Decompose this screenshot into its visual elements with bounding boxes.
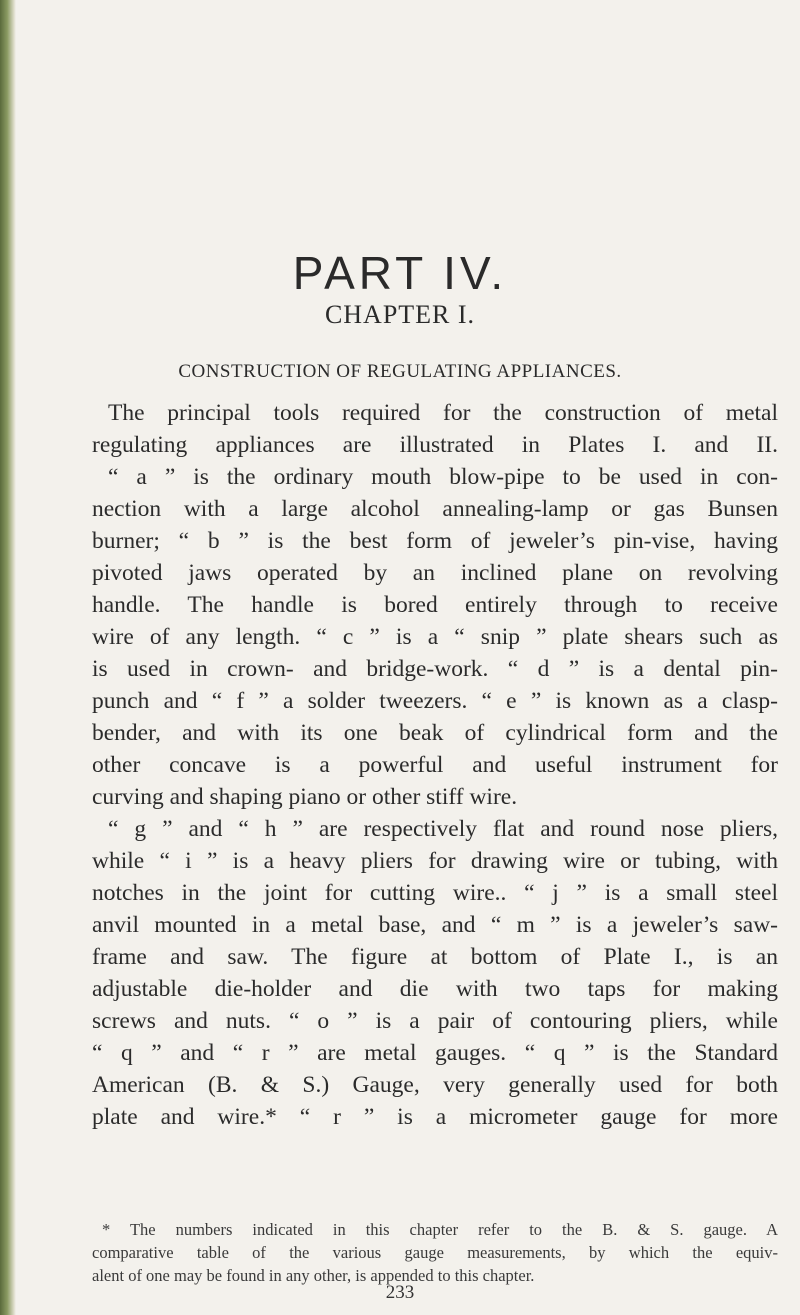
body-line: anvil mounted in a metal base, and “ m ” is a jeweler’s saw- — [92, 912, 778, 938]
body-line: curving and shaping piano or other stiff wire. — [92, 784, 518, 810]
body-line: nection with a large alcohol annealing-lamp or gas Bunsen — [92, 496, 778, 522]
chapter-title: CHAPTER I. — [324, 300, 476, 329]
body-line: screws and nuts. “ o ” is a pair of contouring pliers, while — [92, 1008, 778, 1034]
body-line: “ q ” and “ r ” are metal gauges. “ q ” is the Standard — [92, 1040, 778, 1066]
body-line: The principal tools required for the construction of metal — [108, 400, 778, 426]
body-line: punch and “ f ” a solder tweezers. “ e ” is known as a clasp- — [92, 688, 778, 714]
body-line: is used in crown- and bridge-work. “ d ” is a dental pin- — [92, 656, 778, 682]
body-line: American (B. & S.) Gauge, very generally used for both — [92, 1072, 778, 1098]
body-line: notches in the joint for cutting wire.. “ j ” is a small steel — [92, 880, 778, 906]
footnote-line: comparative table of the various gauge measurements, by which the equiv- — [92, 1243, 778, 1262]
body-line: burner; “ b ” is the best form of jeweler’s pin-vise, having — [92, 528, 778, 554]
body-line: regulating appliances are illustrated in Plates I. and II. — [92, 432, 778, 458]
footnote-line: alent of one may be found in any other, is appended to this chapter. — [92, 1266, 535, 1285]
body-text — [92, 397, 778, 1133]
body-line: wire of any length. “ c ” is a “ snip ” plate shears such as — [92, 624, 778, 650]
body-line: plate and wire.* “ r ” is a micrometer gauge for more — [92, 1104, 778, 1130]
footnote — [92, 1218, 778, 1287]
footnote-line: * The numbers indicated in this chapter refer to the B. & S. gauge. A — [102, 1220, 778, 1239]
body-line: “ a ” is the ordinary mouth blow-pipe to be used in con- — [108, 464, 778, 490]
body-line: frame and saw. The figure at bottom of Plate I., is an — [92, 944, 778, 970]
body-line: handle. The handle is bored entirely through to receive — [92, 592, 778, 618]
body-line: other concave is a powerful and useful instrument for — [92, 752, 778, 778]
body-line: pivoted jaws operated by an inclined plane on revolving — [92, 560, 778, 586]
body-line: bender, and with its one beak of cylindrical form and the — [92, 720, 778, 746]
part-title: PART IV. — [292, 247, 508, 299]
body-line: adjustable die-holder and die with two taps for making — [92, 976, 778, 1002]
page-number: 233 — [385, 1282, 415, 1303]
body-line: “ g ” and “ h ” are respectively flat and round nose pliers, — [108, 816, 778, 842]
section-title: CONSTRUCTION OF REGULATING APPLIANCES. — [178, 361, 622, 382]
body-line: while “ i ” is a heavy pliers for drawing wire or tubing, with — [92, 848, 778, 874]
